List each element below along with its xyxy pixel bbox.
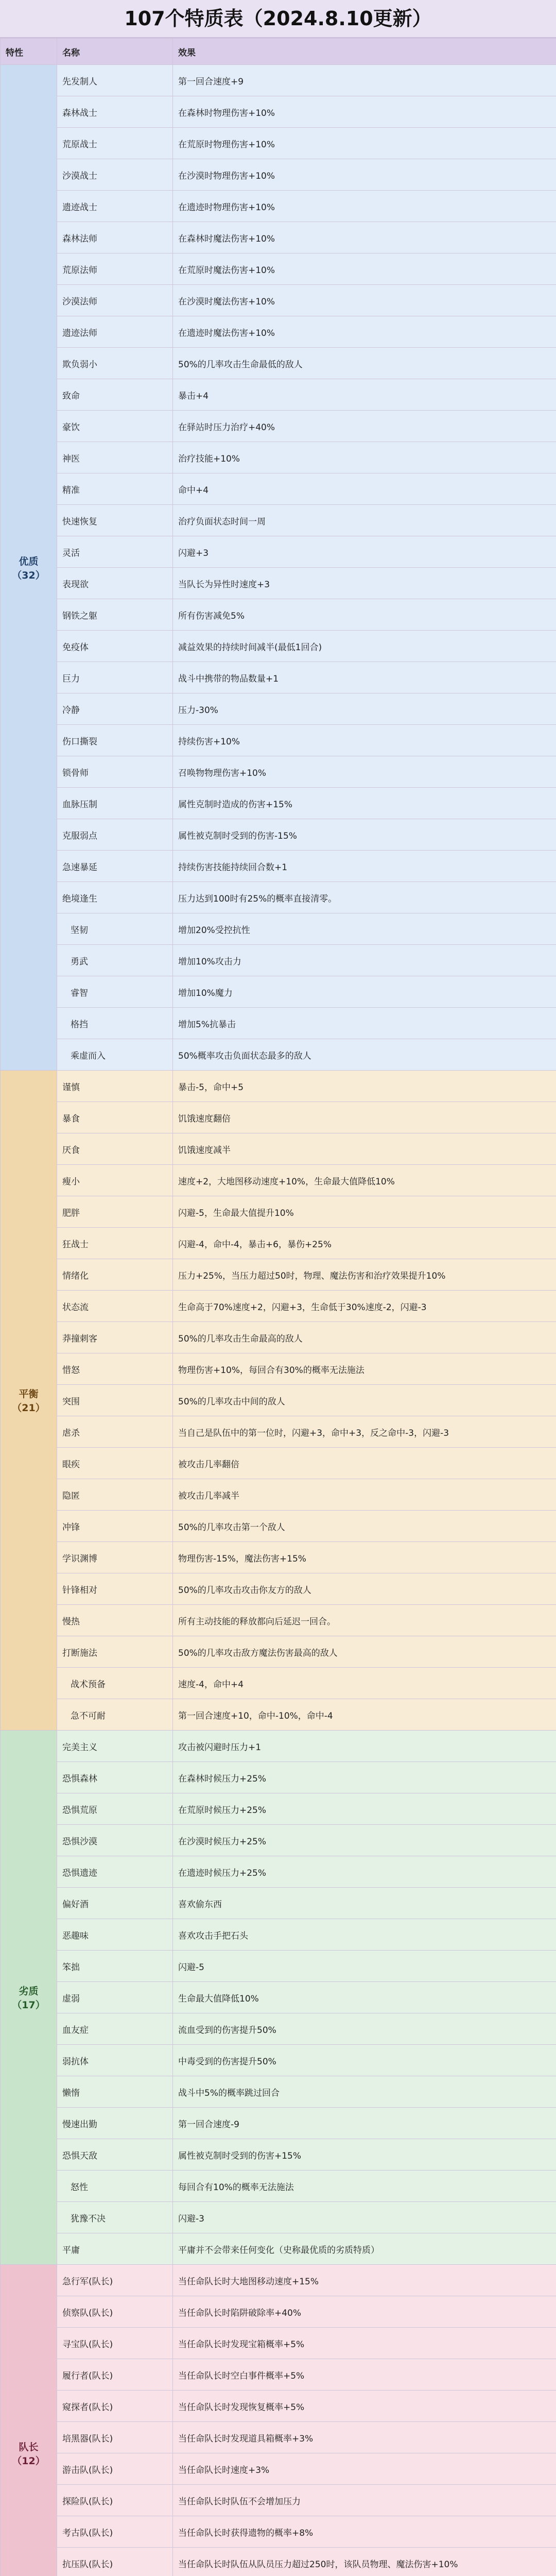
trait-effect: 闪避-4，命中-4，暴击+6，暴伤+25% <box>173 1228 556 1259</box>
trait-name: 考古队(队长) <box>57 2516 173 2548</box>
table-row <box>1 442 556 473</box>
trait-name: 伤口撕裂 <box>57 725 173 756</box>
trait-name: 惜怒 <box>57 1353 173 1385</box>
table-row <box>1 348 556 379</box>
trait-name: 巨力 <box>57 662 173 693</box>
trait-name: 森林战士 <box>57 96 173 128</box>
trait-name: 暴食 <box>57 1102 173 1133</box>
trait-effect: 暴击+4 <box>173 379 556 411</box>
trait-name: 瘦小 <box>57 1165 173 1196</box>
trait-effect: 第一回合速度-9 <box>173 2108 556 2139</box>
trait-effect: 攻击被闪避时压力+1 <box>173 1731 556 1762</box>
trait-name: 突围 <box>57 1385 173 1416</box>
table-row <box>1 2139 556 2171</box>
trait-effect: 当任命队长时队伍从队员压力超过250时，该队员物理、魔法伤害+10% <box>173 2548 556 2576</box>
trait-effect: 在森林时候压力+25% <box>173 1762 556 1793</box>
trait-name: 遗迹战士 <box>57 191 173 222</box>
trait-name: 探险队(队长) <box>57 2485 173 2516</box>
trait-name: 欺负弱小 <box>57 348 173 379</box>
table-row <box>1 1228 556 1259</box>
trait-effect: 治疗技能+10% <box>173 442 556 473</box>
table-row <box>1 693 556 725</box>
trait-effect: 所有伤害减免5% <box>173 599 556 631</box>
column-header-effect: 效果 <box>173 39 556 65</box>
table-row <box>1 1259 556 1291</box>
trait-name: 犹豫不决 <box>57 2202 173 2233</box>
table-row <box>1 788 556 819</box>
table-row <box>1 1951 556 1982</box>
trait-effect: 第一回合速度+9 <box>173 65 556 96</box>
table-row <box>1 945 556 976</box>
table-row <box>1 2422 556 2453</box>
trait-effect: 持续伤害技能持续回合数+1 <box>173 851 556 882</box>
trait-effect: 在森林时魔法伤害+10% <box>173 222 556 253</box>
table-row <box>1 1322 556 1353</box>
table-row <box>1 2359 556 2391</box>
table-row <box>1 1542 556 1573</box>
trait-name: 打断施法 <box>57 1636 173 1668</box>
trait-effect: 增加5%抗暴击 <box>173 1008 556 1039</box>
trait-name: 格挡 <box>57 1008 173 1039</box>
table-row <box>1 1511 556 1542</box>
trait-name: 遗迹法师 <box>57 316 173 348</box>
table-row <box>1 2391 556 2422</box>
trait-effect: 被攻击几率翻倍 <box>173 1448 556 1479</box>
category-cell: 优质（32） <box>1 65 57 1071</box>
table-row <box>1 1793 556 1825</box>
trait-effect: 50%的几率攻击生命最低的敌人 <box>173 348 556 379</box>
trait-effect: 饥饿速度减半 <box>173 1133 556 1165</box>
trait-name: 战术预备 <box>57 1668 173 1699</box>
table-row <box>1 1196 556 1228</box>
trait-effect: 在沙漠时魔法伤害+10% <box>173 285 556 316</box>
table-row <box>1 1605 556 1636</box>
table-row <box>1 1888 556 1919</box>
trait-effect: 平庸并不会带来任何变化（史称最优质的劣质特质） <box>173 2233 556 2265</box>
table-row <box>1 536 556 568</box>
trait-name: 偏好酒 <box>57 1888 173 1919</box>
trait-effect: 在荒原时物理伤害+10% <box>173 128 556 159</box>
trait-name: 隐匿 <box>57 1479 173 1511</box>
trait-name: 精准 <box>57 473 173 505</box>
table-row <box>1 976 556 1008</box>
table-row <box>1 1825 556 1856</box>
table-row <box>1 1668 556 1699</box>
table-row <box>1 725 556 756</box>
table-row <box>1 2516 556 2548</box>
trait-name: 锁骨师 <box>57 756 173 788</box>
table-row <box>1 882 556 913</box>
table-row <box>1 1479 556 1511</box>
table-row <box>1 253 556 285</box>
table-row <box>1 505 556 536</box>
trait-effect: 当任命队长时空白事件概率+5% <box>173 2359 556 2391</box>
trait-effect: 当任命队长时发现道具箱概率+3% <box>173 2422 556 2453</box>
trait-name: 寻宝队(队长) <box>57 2328 173 2359</box>
table-row <box>1 2233 556 2265</box>
table-row <box>1 1353 556 1385</box>
trait-effect: 每回合有10%的概率无法施法 <box>173 2171 556 2202</box>
trait-effect: 在遗迹时候压力+25% <box>173 1856 556 1888</box>
trait-effect: 在森林时物理伤害+10% <box>173 96 556 128</box>
trait-name: 履行者(队长) <box>57 2359 173 2391</box>
trait-effect: 喜欢偷东西 <box>173 1888 556 1919</box>
table-row <box>1 1982 556 2013</box>
trait-name: 游击队(队长) <box>57 2453 173 2485</box>
table-row <box>1 1133 556 1165</box>
trait-name: 豪饮 <box>57 411 173 442</box>
trait-effect: 流血受到的伤害提升50% <box>173 2013 556 2045</box>
trait-effect: 当任命队长时发现恢复概率+5% <box>173 2391 556 2422</box>
trait-name: 免疫体 <box>57 631 173 662</box>
trait-effect: 治疗负面状态时间一周 <box>173 505 556 536</box>
table-row <box>1 65 556 96</box>
trait-effect: 50%的几率攻击中间的敌人 <box>173 1385 556 1416</box>
trait-name: 血脉压制 <box>57 788 173 819</box>
trait-effect: 增加20%受控抗性 <box>173 913 556 945</box>
trait-effect: 增加10%攻击力 <box>173 945 556 976</box>
trait-effect: 在沙漠时候压力+25% <box>173 1825 556 1856</box>
table-row <box>1 568 556 599</box>
trait-effect: 战斗中携带的物品数量+1 <box>173 662 556 693</box>
table-row <box>1 1731 556 1762</box>
trait-name: 慢速出勤 <box>57 2108 173 2139</box>
trait-effect: 增加10%魔力 <box>173 976 556 1008</box>
trait-effect: 召唤物物理伤害+10% <box>173 756 556 788</box>
table-row <box>1 2296 556 2328</box>
trait-name: 肥胖 <box>57 1196 173 1228</box>
trait-name: 懒惰 <box>57 2076 173 2108</box>
trait-name: 谨慎 <box>57 1071 173 1102</box>
trait-effect: 当任命队长时队伍不会增加压力 <box>173 2485 556 2516</box>
table-row <box>1 662 556 693</box>
table-row <box>1 1102 556 1133</box>
trait-effect: 当任命队长时获得遗物的概率+8% <box>173 2516 556 2548</box>
trait-name: 急速暴延 <box>57 851 173 882</box>
trait-effect: 当自己是队伍中的第一位时，闪避+3，命中+3，反之命中-3，闪避-3 <box>173 1416 556 1448</box>
table-row <box>1 1071 556 1102</box>
trait-effect: 属性被克制时受到的伤害+15% <box>173 2139 556 2171</box>
trait-effect: 在遗迹时魔法伤害+10% <box>173 316 556 348</box>
table-row <box>1 191 556 222</box>
trait-name: 培黑器(队长) <box>57 2422 173 2453</box>
trait-name: 沙漠法师 <box>57 285 173 316</box>
trait-name: 学识渊博 <box>57 1542 173 1573</box>
category-cell: 劣质（17） <box>1 1731 57 2265</box>
trait-name: 表现欲 <box>57 568 173 599</box>
trait-name: 冲锋 <box>57 1511 173 1542</box>
trait-name: 平庸 <box>57 2233 173 2265</box>
trait-name: 恐惧天敌 <box>57 2139 173 2171</box>
table-row <box>1 411 556 442</box>
trait-effect: 速度+2，大地图移动速度+10%，生命最大值降低10% <box>173 1165 556 1196</box>
trait-name: 森林法师 <box>57 222 173 253</box>
trait-name: 弱抗体 <box>57 2045 173 2076</box>
trait-effect: 减益效果的持续时间减半(最低1回合) <box>173 631 556 662</box>
trait-effect: 当任命队长时大地图移动速度+15% <box>173 2265 556 2296</box>
table-row <box>1 819 556 851</box>
table-row <box>1 316 556 348</box>
category-cell: 平衡（21） <box>1 1071 57 1731</box>
table-row <box>1 2045 556 2076</box>
trait-name: 眼疾 <box>57 1448 173 1479</box>
table-header <box>1 39 556 65</box>
trait-effect: 中毒受到的伤害提升50% <box>173 2045 556 2076</box>
trait-effect: 当队长为异性时速度+3 <box>173 568 556 599</box>
table-row <box>1 2485 556 2516</box>
table-row <box>1 473 556 505</box>
trait-effect: 在驿站时压力治疗+40% <box>173 411 556 442</box>
trait-name: 冷静 <box>57 693 173 725</box>
trait-effect: 50%的几率攻击生命最高的敌人 <box>173 1322 556 1353</box>
trait-name: 莽撞刺客 <box>57 1322 173 1353</box>
trait-effect: 生命高于70%速度+2，闪避+3，生命低于30%速度-2，闪避-3 <box>173 1291 556 1322</box>
table-row <box>1 913 556 945</box>
trait-effect: 命中+4 <box>173 473 556 505</box>
table-row <box>1 1699 556 1731</box>
trait-name: 窥探者(队长) <box>57 2391 173 2422</box>
trait-name: 钢铁之躯 <box>57 599 173 631</box>
trait-name: 勇武 <box>57 945 173 976</box>
trait-name: 沙漠战士 <box>57 159 173 191</box>
table-row <box>1 1573 556 1605</box>
table-row <box>1 96 556 128</box>
table-row <box>1 2013 556 2045</box>
trait-effect: 50%的几率攻击攻击你友方的敌人 <box>173 1573 556 1605</box>
trait-effect: 被攻击几率减半 <box>173 1479 556 1511</box>
trait-name: 灵活 <box>57 536 173 568</box>
trait-name: 恶趣味 <box>57 1919 173 1951</box>
trait-name: 急行军(队长) <box>57 2265 173 2296</box>
trait-effect: 50%概率攻击负面状态最多的敌人 <box>173 1039 556 1071</box>
trait-name: 恐惧沙漠 <box>57 1825 173 1856</box>
trait-effect: 压力+25%，当压力超过50时，物理、魔法伤害和治疗效果提升10% <box>173 1259 556 1291</box>
trait-effect: 属性克制时造成的伤害+15% <box>173 788 556 819</box>
trait-effect: 在荒原时魔法伤害+10% <box>173 253 556 285</box>
trait-name: 克服弱点 <box>57 819 173 851</box>
trait-name: 笨拙 <box>57 1951 173 1982</box>
trait-name: 完美主义 <box>57 1731 173 1762</box>
trait-name: 侦察队(队长) <box>57 2296 173 2328</box>
trait-name: 神医 <box>57 442 173 473</box>
trait-effect: 50%的几率攻击第一个敌人 <box>173 1511 556 1542</box>
trait-effect: 在沙漠时物理伤害+10% <box>173 159 556 191</box>
trait-name: 狂战士 <box>57 1228 173 1259</box>
table-row <box>1 222 556 253</box>
table-row <box>1 2171 556 2202</box>
trait-effect: 暴击-5，命中+5 <box>173 1071 556 1102</box>
trait-name: 血友症 <box>57 2013 173 2045</box>
trait-name: 睿智 <box>57 976 173 1008</box>
trait-effect: 物理伤害+10%，每回合有30%的概率无法施法 <box>173 1353 556 1385</box>
trait-name: 绝境逢生 <box>57 882 173 913</box>
table-row <box>1 1165 556 1196</box>
table-row <box>1 1385 556 1416</box>
trait-name: 恐惧遗迹 <box>57 1856 173 1888</box>
page-title: 107个特质表（2024.8.10更新） <box>0 0 556 38</box>
table-row <box>1 2108 556 2139</box>
table-row <box>1 1636 556 1668</box>
trait-effect: 持续伤害+10% <box>173 725 556 756</box>
trait-effect: 物理伤害-15%，魔法伤害+15% <box>173 1542 556 1573</box>
column-header-name: 名称 <box>57 39 173 65</box>
trait-name: 乘虚而入 <box>57 1039 173 1071</box>
table-row <box>1 379 556 411</box>
trait-effect: 压力-30% <box>173 693 556 725</box>
table-row <box>1 1416 556 1448</box>
table-row <box>1 2328 556 2359</box>
trait-name: 荒原法师 <box>57 253 173 285</box>
trait-effect: 战斗中5%的概率跳过回合 <box>173 2076 556 2108</box>
trait-name: 针锋相对 <box>57 1573 173 1605</box>
table-row <box>1 285 556 316</box>
trait-name: 急不可耐 <box>57 1699 173 1731</box>
table-row <box>1 851 556 882</box>
table-row <box>1 128 556 159</box>
header-row <box>1 39 556 65</box>
trait-name: 致命 <box>57 379 173 411</box>
trait-name: 怒性 <box>57 2171 173 2202</box>
table-row <box>1 1448 556 1479</box>
trait-name: 荒原战士 <box>57 128 173 159</box>
trait-name: 快速恢复 <box>57 505 173 536</box>
category-cell: 队长（12） <box>1 2265 57 2576</box>
trait-effect: 闪避-3 <box>173 2202 556 2233</box>
trait-effect: 属性被克制时受到的伤害-15% <box>173 819 556 851</box>
table-row <box>1 756 556 788</box>
trait-table <box>0 38 556 2576</box>
trait-effect: 50%的几率攻击敌方魔法伤害最高的敌人 <box>173 1636 556 1668</box>
table-row <box>1 159 556 191</box>
trait-name: 恐惧荒原 <box>57 1793 173 1825</box>
trait-effect: 当任命队长时陷阱破除率+40% <box>173 2296 556 2328</box>
table-row <box>1 2548 556 2576</box>
trait-effect: 压力达到100时有25%的概率直接清零。 <box>173 882 556 913</box>
trait-effect: 饥饿速度翻倍 <box>173 1102 556 1133</box>
table-row <box>1 2265 556 2296</box>
trait-effect: 闪避-5，生命最大值提升10% <box>173 1196 556 1228</box>
table-row <box>1 1039 556 1071</box>
table-row <box>1 631 556 662</box>
trait-name: 情绪化 <box>57 1259 173 1291</box>
trait-effect: 速度-4，命中+4 <box>173 1668 556 1699</box>
trait-effect: 当任命队长时速度+3% <box>173 2453 556 2485</box>
trait-effect: 所有主动技能的释放都向后延迟一回合。 <box>173 1605 556 1636</box>
trait-effect: 在遗迹时物理伤害+10% <box>173 191 556 222</box>
trait-name: 坚韧 <box>57 913 173 945</box>
trait-effect: 闪避-5 <box>173 1951 556 1982</box>
trait-name: 恐惧森林 <box>57 1762 173 1793</box>
table-row <box>1 599 556 631</box>
column-header-type: 特性 <box>1 39 57 65</box>
trait-effect: 喜欢攻击手把石头 <box>173 1919 556 1951</box>
table-body <box>1 65 556 2576</box>
table-row <box>1 1919 556 1951</box>
table-row <box>1 1008 556 1039</box>
trait-name: 抗压队(队长) <box>57 2548 173 2576</box>
trait-effect: 闪避+3 <box>173 536 556 568</box>
trait-effect: 在荒原时候压力+25% <box>173 1793 556 1825</box>
table-row <box>1 1762 556 1793</box>
trait-effect: 当任命队长时发现宝箱概率+5% <box>173 2328 556 2359</box>
trait-name: 先发制人 <box>57 65 173 96</box>
table-row <box>1 2076 556 2108</box>
trait-effect: 生命最大值降低10% <box>173 1982 556 2013</box>
table-row <box>1 1856 556 1888</box>
table-row <box>1 2453 556 2485</box>
trait-name: 虐杀 <box>57 1416 173 1448</box>
trait-name: 慢热 <box>57 1605 173 1636</box>
table-row <box>1 1291 556 1322</box>
trait-effect: 第一回合速度+10，命中-10%，命中-4 <box>173 1699 556 1731</box>
trait-name: 厌食 <box>57 1133 173 1165</box>
trait-name: 虚弱 <box>57 1982 173 2013</box>
table-row <box>1 2202 556 2233</box>
trait-name: 状态流 <box>57 1291 173 1322</box>
